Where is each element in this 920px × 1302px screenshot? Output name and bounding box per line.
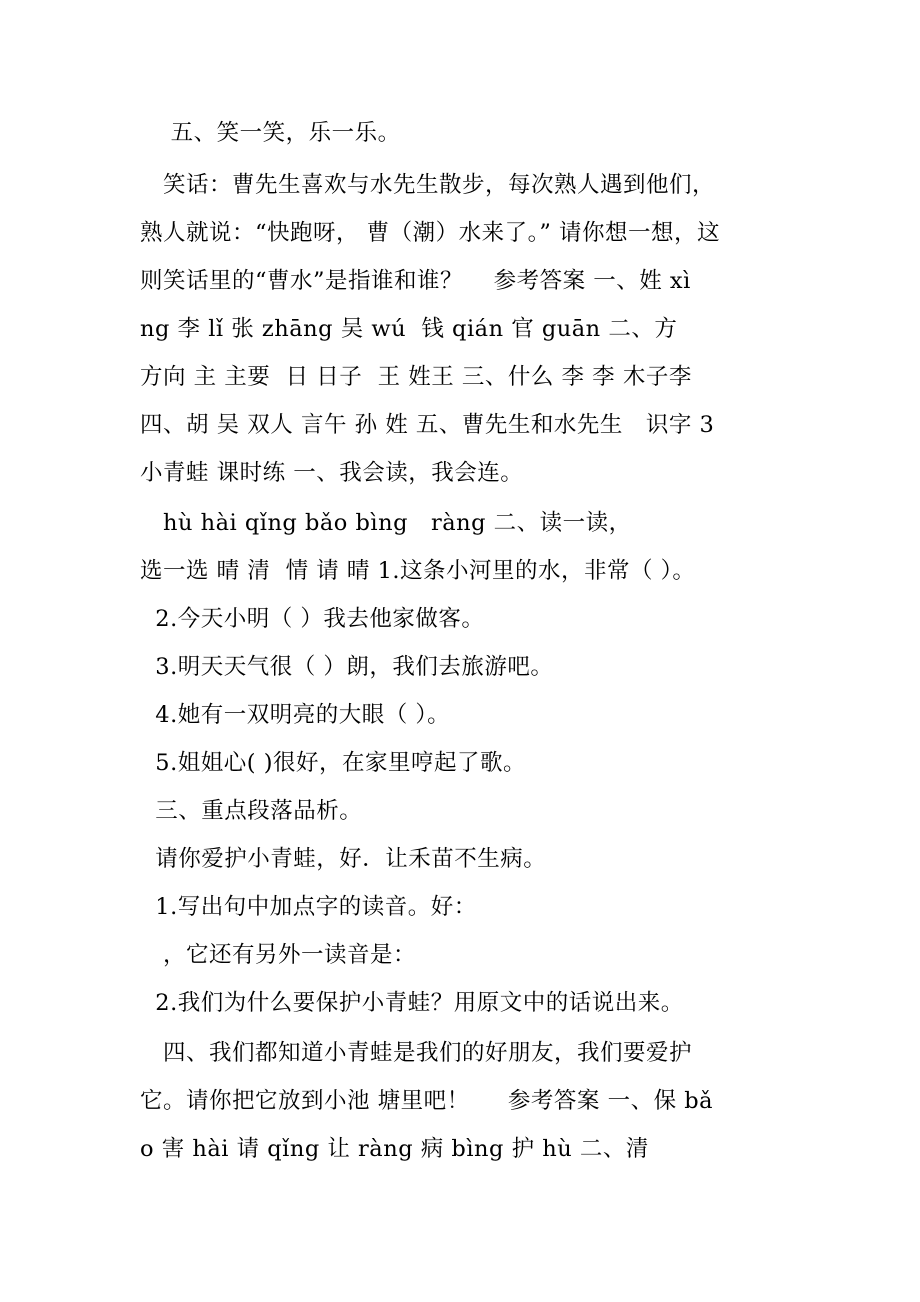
text-line-5: ng 李 lǐ 张 zhāng 吴 wú 钱 qián 官 guān 二、方	[140, 316, 678, 342]
text-line-9: hù hài qǐng bǎo bìng ràng 二、读一读，	[140, 510, 632, 536]
text-line-17: 1.写出句中加点字的读音。好：	[140, 894, 477, 920]
text-line-4: 则笑话里的“曹水”是指谁和谁？ 参考答案 一、姓 xì	[140, 268, 691, 294]
text-line-21: 它。请你把它放到小池 塘里吧！ 参考答案 一、保 bǎ	[140, 1088, 714, 1114]
text-line-1: 五、笑一笑，乐一乐。	[140, 120, 401, 146]
text-line-12: 3.明天天气很（ ）朗，我们去旅游吧。	[140, 654, 554, 680]
text-line-8: 小青蛙 课时练 一、我会读，我会连。	[140, 460, 524, 486]
text-line-19: 2.我们为什么要保护小青蛙？用原文中的话说出来。	[140, 990, 684, 1016]
text-line-10: 选一选 晴 清 情 请 晴 1.这条小河里的水，非常（ ）。	[140, 558, 696, 584]
text-line-20: 四、我们都知道小青蛙是我们的好朋友，我们要爱护	[140, 1040, 692, 1066]
text-line-2: 笑话：曹先生喜欢与水先生散步，每次熟人遇到他们，	[140, 172, 715, 198]
text-line-7: 四、胡 吴 双人 言午 孙 姓 五、曹先生和水先生 识字 3	[140, 412, 715, 438]
text-line-16: 请你爱护小青蛙，好．让禾苗不生病。	[140, 846, 547, 872]
text-line-11: 2.今天小明（ ）我去他家做客。	[140, 606, 485, 632]
text-line-6: 方向 主 主要 日 日子 王 姓王 三、什么 李 李 木子李	[140, 364, 692, 390]
text-line-14: 5.姐姐心( )很好，在家里哼起了歌。	[140, 750, 526, 776]
text-line-3: 熟人就说：“快跑呀， 曹（潮）水来了。” 请你想一想，这	[140, 220, 721, 246]
text-line-22: o 害 hài 请 qǐng 让 ràng 病 bìng 护 hù 二、清	[140, 1136, 649, 1162]
text-line-18: ，它还有另外一读音是：	[140, 942, 416, 968]
text-line-15: 三、重点段落品析。	[140, 798, 363, 824]
text-line-13: 4.她有一双明亮的大眼（ ）。	[140, 702, 451, 728]
